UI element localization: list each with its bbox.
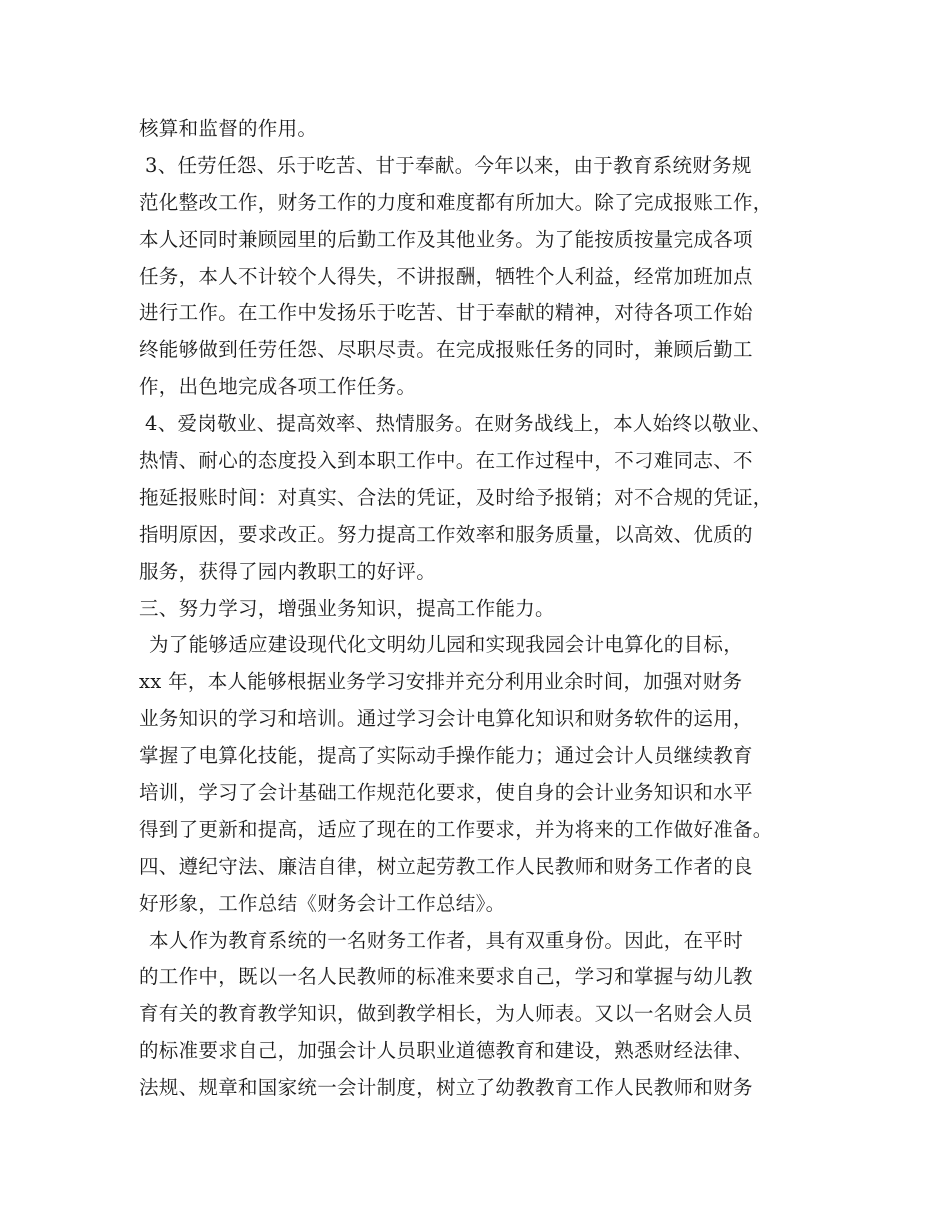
text-line: xx 年，本人能够根据业务学习安排并充分利用业余时间，加强对财务 (139, 670, 743, 694)
section-heading: 三、努力学习，增强业务知识，提高工作能力。 (139, 596, 555, 620)
text-line: 作，出色地完成各项工作任务。 (139, 375, 417, 399)
text-line: 核算和监督的作用。 (139, 117, 318, 140)
text-line: 得到了更新和提高，适应了现在的工作要求，并为将来的工作做好准备。 (139, 817, 773, 841)
text-line: 本人作为教育系统的一名财务工作者，具有双重身份。因此，在平时 (149, 928, 744, 952)
text-line: 培训，学习了会计基础工作规范化要求，使自身的会计业务知识和水平 (139, 781, 753, 805)
text-line: 拖延报账时间：对真实、合法的凭证，及时给予报销；对不合规的凭证， (139, 485, 773, 509)
section-heading: 四、遵纪守法、廉洁自律，树立起劳教工作人民教师和财务工作者的良 (139, 854, 753, 878)
text-line: 法规、规章和国家统一会计制度，树立了幼教教育工作人民教师和财务 (139, 1076, 753, 1100)
document-body (139, 111, 839, 1107)
text-line: 服务，获得了园内教职工的好评。 (139, 559, 437, 583)
text-line: 范化整改工作，财务工作的力度和难度都有所加大。除了完成报账工作， (139, 190, 773, 214)
text-line: 热情、耐心的态度投入到本职工作中。在工作过程中，不刁难同志、不 (139, 449, 753, 473)
text-line: 掌握了电算化技能，提高了实际动手操作能力；通过会计人员继续教育 (139, 744, 753, 768)
text-line: 进行工作。在工作中发扬乐于吃苦、甘于奉献的精神，对待各项工作始 (139, 301, 753, 325)
text-line: 任务，本人不计较个人得失，不讲报酬，牺牲个人利益，经常加班加点 (139, 264, 753, 288)
text-line: 为了能够适应建设现代化文明幼儿园和实现我园会计电算化的目标， (149, 633, 744, 657)
text-line: 3、任劳任怨、乐于吃苦、甘于奉献。今年以来，由于教育系统财务规 (145, 153, 752, 177)
text-line: 本人还同时兼顾园里的后勤工作及其他业务。为了能按质按量完成各项 (139, 227, 753, 251)
text-line: 的工作中，既以一名人民教师的标准来要求自己，学习和掌握与幼儿教 (139, 965, 753, 989)
text-line: 指明原因，要求改正。努力提高工作效率和服务质量，以高效、优质的 (139, 522, 753, 546)
text-line: 育有关的教育教学知识，做到教学相长，为人师表。又以一名财会人员 (139, 1002, 753, 1026)
text-line: 好形象，工作总结《财务会计工作总结》。 (139, 891, 506, 915)
text-line: 4、爱岗敬业、提高效率、热情服务。在财务战线上，本人始终以敬业、 (145, 412, 772, 436)
text-line: 终能够做到任劳任怨、尽职尽责。在完成报账任务的同时，兼顾后勤工 (139, 338, 753, 362)
text-line: 业务知识的学习和培训。通过学习会计电算化知识和财务软件的运用， (139, 707, 753, 731)
text-line: 的标准要求自己，加强会计人员职业道德教育和建设，熟悉财经法律、 (139, 1039, 753, 1063)
